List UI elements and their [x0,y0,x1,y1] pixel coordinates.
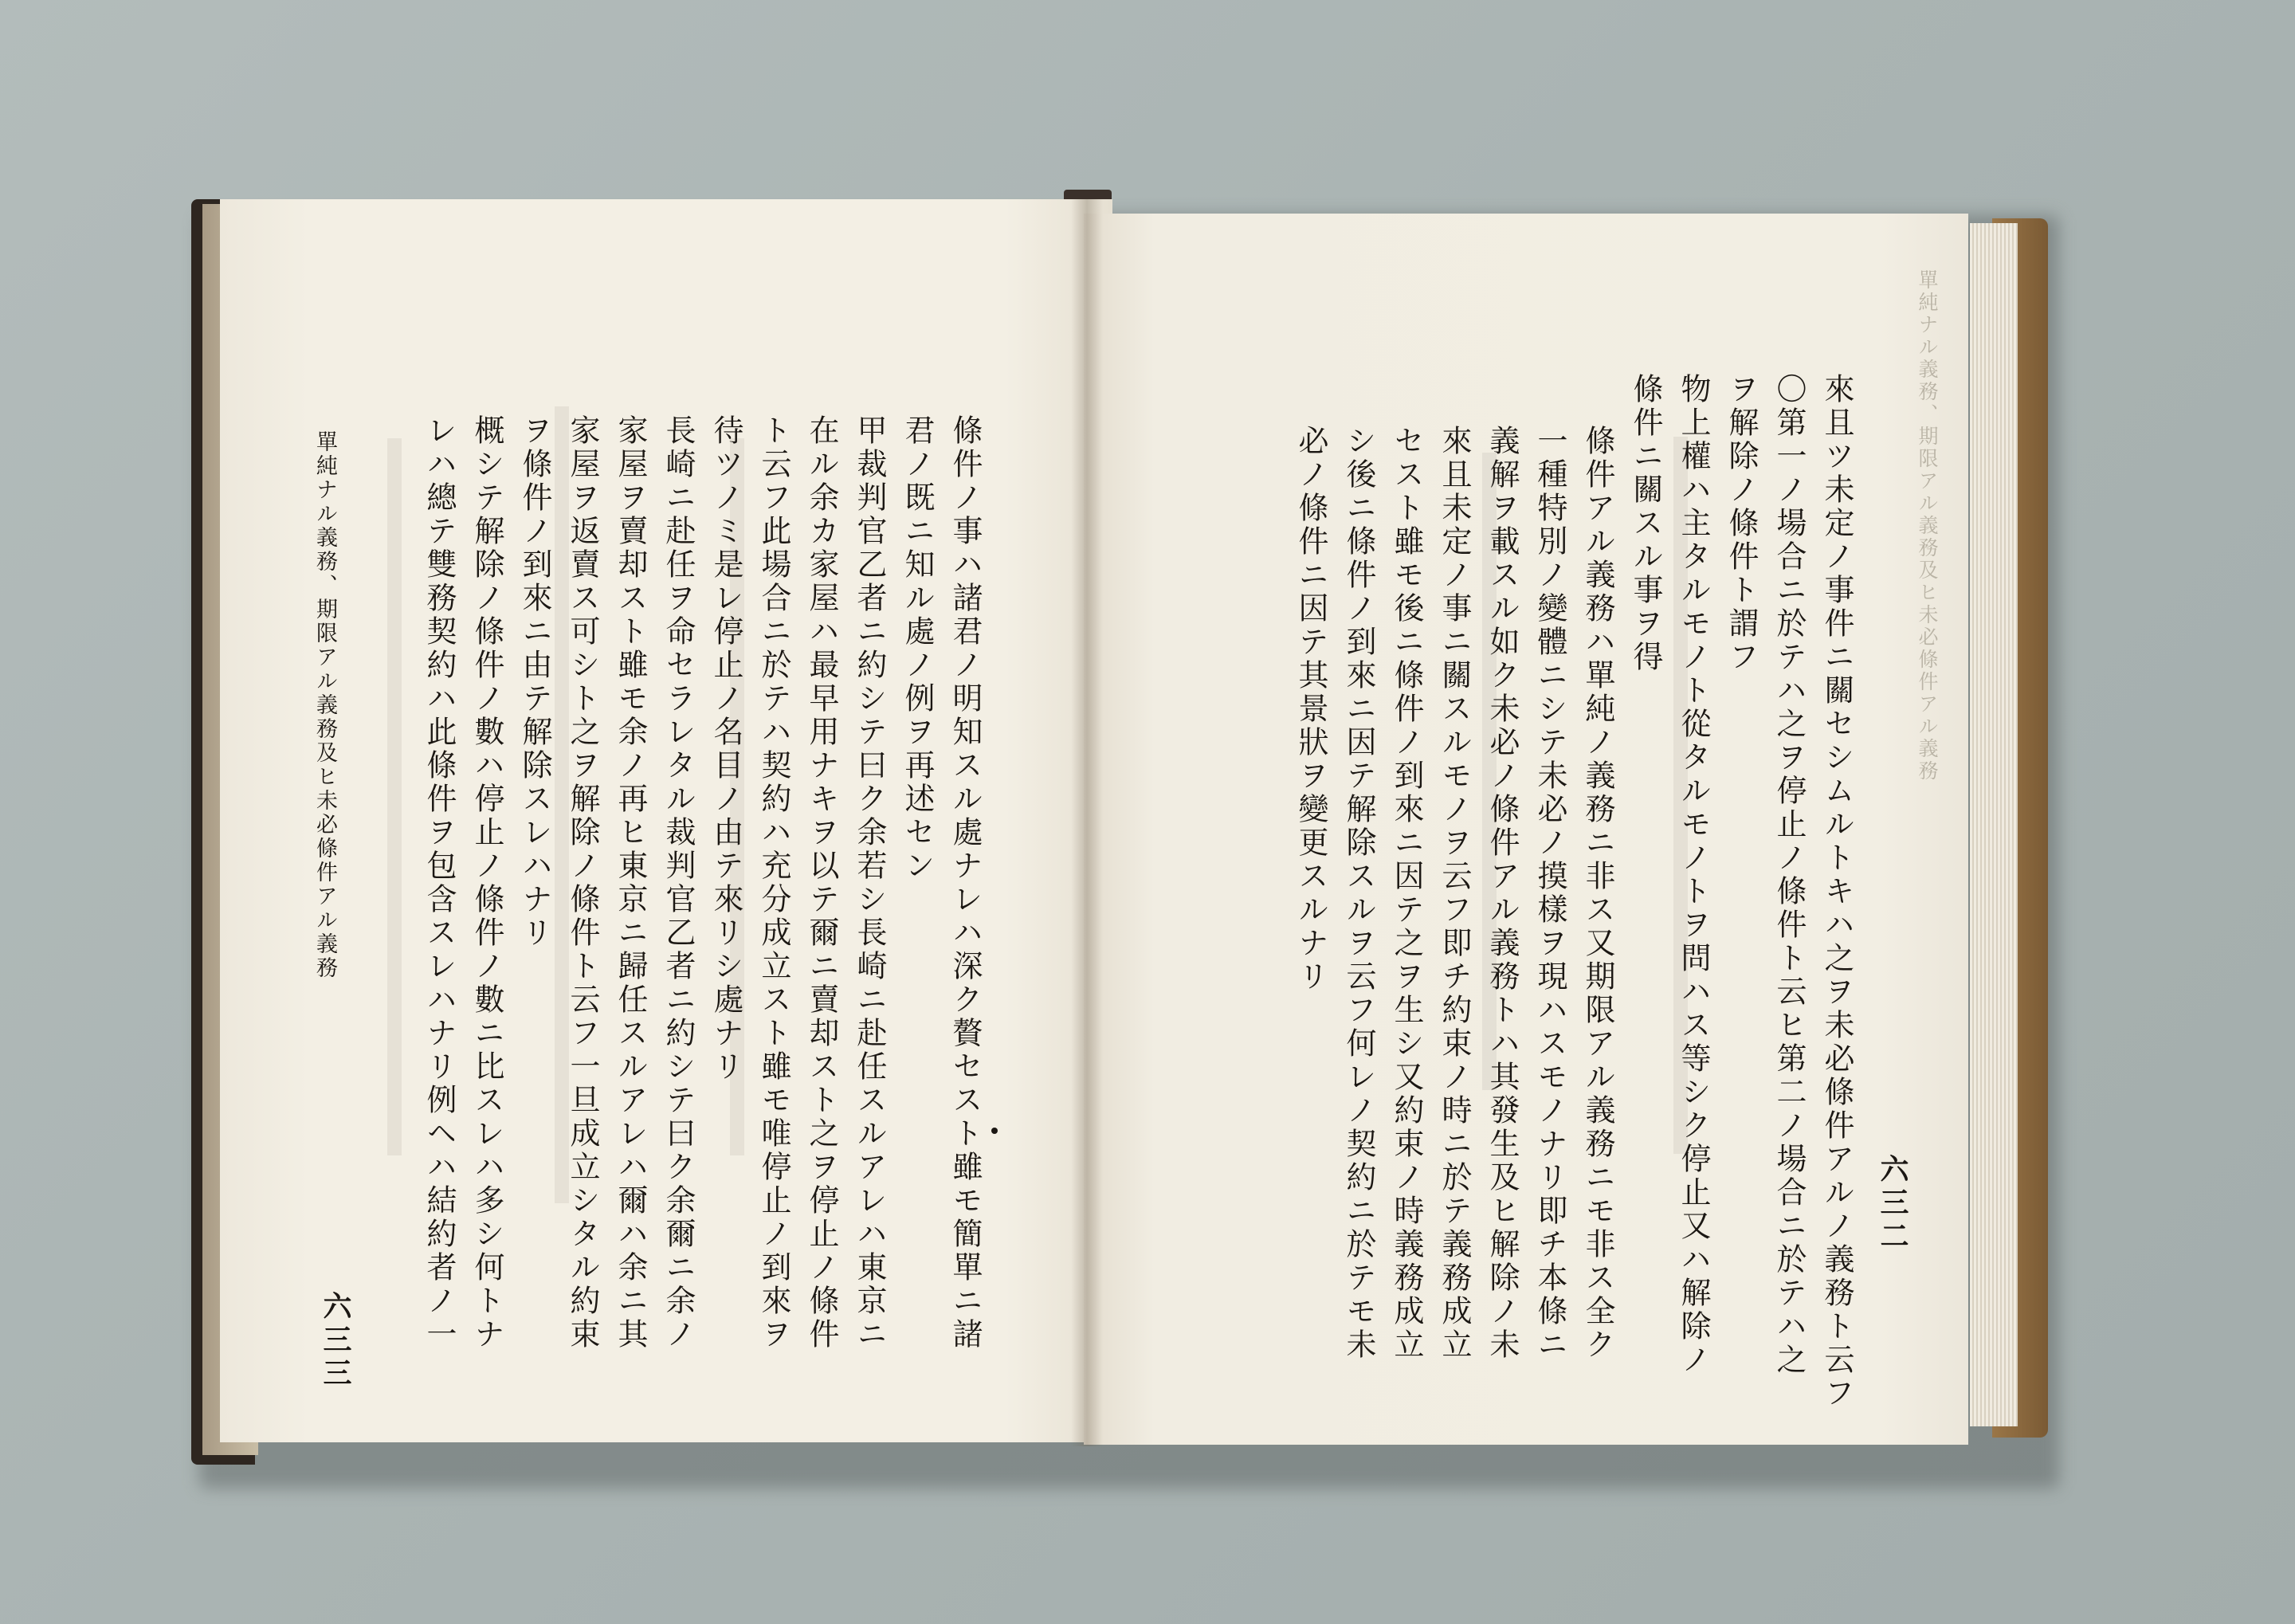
ink-dot [991,1128,998,1134]
open-book [191,199,2048,1474]
running-header: 單純ナル義務、期限アル義務及ヒ未必條件アル義務 [312,430,337,980]
right-page-edges [1970,223,2018,1426]
text-line: 條件アル義務ハ單純ノ義務ニ非ス又期限アル義務ニモ非ス全ク [1580,425,1615,1362]
right-page [1084,214,1968,1445]
text-line: レハ總テ雙務契約ハ此條件ヲ包含スレハナリ例ヘハ結約者ノ一 [422,414,457,1351]
text-line: ヲ解除ノ條件ト謂フ [1724,373,1759,674]
left-page [220,199,1112,1442]
text-line: 〇第一ノ場合ニ於テハ之ヲ停止ノ條件ト云ヒ第二ノ場合ニ於テハ之 [1771,373,1807,1377]
text-line: 長崎ニ赴任ヲ命セラレタル裁判官乙者ニ約シテ曰ク余爾ニ余ノ [661,414,696,1351]
book-gutter [1071,199,1103,1446]
text-line: 君ノ既ニ知ル處ノ例ヲ再述セン [900,414,935,883]
text-line: 一種特別ノ變體ニシテ未必ノ摸樣ヲ現ハスモノナリ即チ本條ニ [1532,425,1567,1362]
text-line: シ後ニ條件ノ到來ニ因テ解除スルヲ云フ何レノ契約ニ於テモ未 [1341,425,1376,1362]
text-line: 來且未定ノ事ニ關スルモノヲ云フ即チ約束ノ時ニ於テ義務成立 [1437,425,1472,1362]
text-line: セスト雖モ後ニ條件ノ到來ニ因テ之ヲ生シ又約束ノ時義務成立 [1389,425,1424,1362]
text-line: 概シテ解除ノ條件ノ數ハ停止ノ條件ノ數ニ比スレハ多シ何トナ [469,414,504,1351]
text-line: 家屋ヲ賣却スト雖モ余ノ再ヒ東京ニ歸任スルアレハ爾ハ余ニ其 [613,414,648,1351]
show-through [387,438,402,1155]
text-line: 家屋ヲ返賣ス可シト之ヲ解除ノ條件ト云フ一旦成立シタル約束 [565,414,600,1351]
text-line: 在ル余カ家屋ハ最早用ナキヲ以テ爾ニ賣却スト之ヲ停止ノ條件 [804,414,839,1351]
text-line: 義解ヲ載スル如ク未必ノ條件アル義務トハ其發生及ヒ解除ノ未 [1485,425,1520,1362]
text-line: 待ツノミ是レ停止ノ名目ノ由テ來リシ處ナリ [708,414,743,1084]
text-line: 甲裁判官乙者ニ約シテ曰ク余若シ長崎ニ赴任スルアレハ東京ニ [852,414,887,1351]
page-number: 六三三 [319,1291,352,1391]
page-number: 六三二 [1876,1154,1909,1254]
text-line: 來且ツ未定ノ事件ニ關セシムルトキハ之ヲ未必條件アルノ義務ト云フ [1819,373,1854,1410]
text-line: 條件ニ關スル事ヲ得 [1628,373,1663,674]
text-line: ヲ條件ノ到來ニ由テ解除スレハナリ [517,414,552,950]
text-line: 物上權ハ主タルモノト從タルモノトヲ問ハス等シク停止又ハ解除ノ [1676,373,1711,1377]
text-line: 必ノ條件ニ因テ其景狀ヲ變更スルナリ [1293,425,1328,994]
text-line: ト云フ此場合ニ於テハ契約ハ充分成立スト雖モ唯停止ノ到來ヲ [756,414,791,1351]
text-line: 條件ノ事ハ諸君ノ明知スル處ナレハ深ク贅セスト雖モ簡單ニ諸 [947,414,983,1351]
running-header: 單純ナル義務、期限アル義務及ヒ未必條件アル義務 [1916,269,1939,783]
